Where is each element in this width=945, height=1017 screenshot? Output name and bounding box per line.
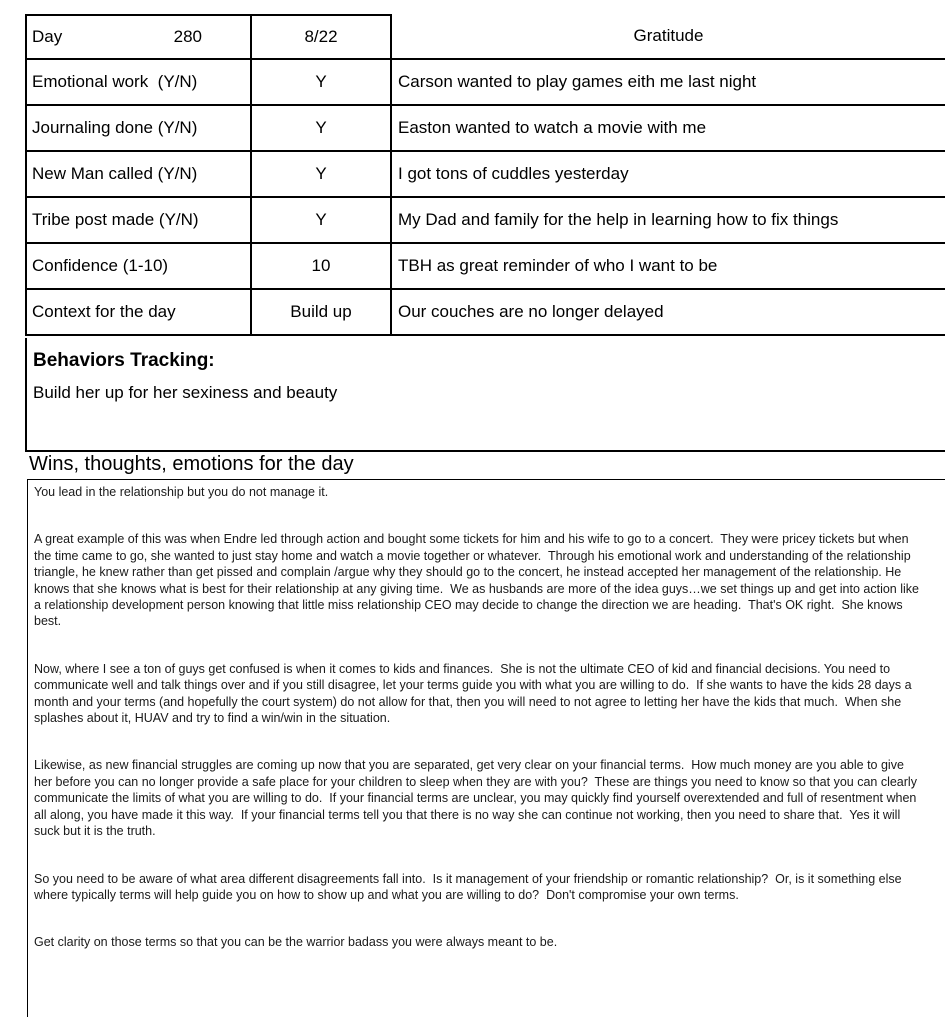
- label-cell: Context for the day: [25, 290, 250, 334]
- gratitude-cell[interactable]: Our couches are no longer delayed: [390, 290, 945, 334]
- table-row: [25, 198, 945, 244]
- table-row: [25, 244, 945, 290]
- day-number: 280: [173, 27, 202, 46]
- date-value: 8/22: [304, 27, 338, 46]
- table-row: [25, 106, 945, 152]
- table-row: [25, 152, 945, 198]
- value-cell[interactable]: Y: [250, 198, 390, 242]
- label-cell: Emotional work (Y/N): [25, 60, 250, 104]
- behaviors-note: Build her up for her sexiness and beauty: [33, 383, 338, 402]
- behaviors-tracking-box[interactable]: [25, 338, 945, 452]
- label-cell: Tribe post made (Y/N): [25, 198, 250, 242]
- tracker-table: [25, 14, 945, 336]
- gratitude-cell[interactable]: I got tons of cuddles yesterday: [390, 152, 945, 196]
- label-cell: New Man called (Y/N): [25, 152, 250, 196]
- value-cell[interactable]: Y: [250, 152, 390, 196]
- value-cell[interactable]: Y: [250, 60, 390, 104]
- wins-paragraph: You lead in the relationship but you do not manage it.: [34, 485, 329, 499]
- gratitude-cell[interactable]: Carson wanted to play games eith me last night: [390, 60, 945, 104]
- day-label: Day: [32, 27, 63, 46]
- wins-paragraph: So you need to be aware of what area different disagreements fall into. Is it management of your friendship or romantic relationship? Or, is it something else where typically terms will help guide you on how to show up and what you are willing to do? Don't compromise your own terms.: [34, 871, 906, 902]
- label-cell: Confidence (1-10): [25, 244, 250, 288]
- wins-paragraph: A great example of this was when Endre led through action and bought some tickets for him and his wife to go to a concert. They were pricey tickets but when the time came to go, she wanted to just stay home and watch a movie together or whatever. Through his emotional work and understanding of the relationship triangle, he knew rather than get pissed and complain /argue why they should go to the concert, he instead accepted her management of the relationship. He knows that she knows what is best for their relationship at any giving time. We as husbands are more of the idea guys…we set things up and get into action like a relationship development person knowing that little miss relationship CEO may decide to change the direction we are heading. That's OK right. She knows best.: [34, 532, 923, 629]
- behaviors-title: Behaviors Tracking:: [33, 350, 215, 371]
- tracker-header-row: [25, 14, 945, 60]
- value-cell[interactable]: 10: [250, 244, 390, 288]
- table-row: [25, 60, 945, 106]
- gratitude-header-cell: [390, 14, 945, 58]
- label-cell: Journaling done (Y/N): [25, 106, 250, 150]
- day-cell[interactable]: [25, 14, 250, 58]
- wins-text-area[interactable]: [27, 479, 945, 1017]
- wins-heading: Wins, thoughts, emotions for the day: [29, 453, 354, 475]
- gratitude-cell[interactable]: My Dad and family for the help in learning how to fix things: [390, 198, 945, 242]
- gratitude-header-label: Gratitude: [633, 26, 704, 45]
- value-cell[interactable]: Build up: [250, 290, 390, 334]
- wins-paragraph: Now, where I see a ton of guys get confused is when it comes to kids and finances. She is not the ultimate CEO of kid and financial decisions. You need to communicate well and talk things over and if you still disagree, let your terms guide you with what you are willing to do. If she wants to have the kids 28 days a month and your terms (and hopefully the court system) do not allow for that, then you will need to not agree to letting her have the kids that much. When she splashes about it, HUAV and try to find a win/win in the situation.: [34, 661, 916, 726]
- gratitude-cell[interactable]: Easton wanted to watch a movie with me: [390, 106, 945, 150]
- gratitude-cell[interactable]: TBH as great reminder of who I want to be: [390, 244, 945, 288]
- value-cell[interactable]: Y: [250, 106, 390, 150]
- wins-paragraph: Get clarity on those terms so that you can be the warrior badass you were always meant to be.: [34, 935, 558, 950]
- wins-paragraph: Likewise, as new financial struggles are coming up now that you are separated, get very clear on your financial terms. How much money are you able to give her before you can no longer provide a safe place for your children to sleep when they are with you? These are things you need to know so that you can clearly communicate the limits of what you are willing to do. If your financial terms are unclear, you may quickly find yourself overextended and full of resentment when all along, you have made it this way. If your financial terms tell you that there is no way she can continue not working, then you need to share that. Yes it will suck but it is the truth.: [34, 758, 921, 839]
- date-cell[interactable]: [250, 14, 390, 58]
- table-row: [25, 290, 945, 336]
